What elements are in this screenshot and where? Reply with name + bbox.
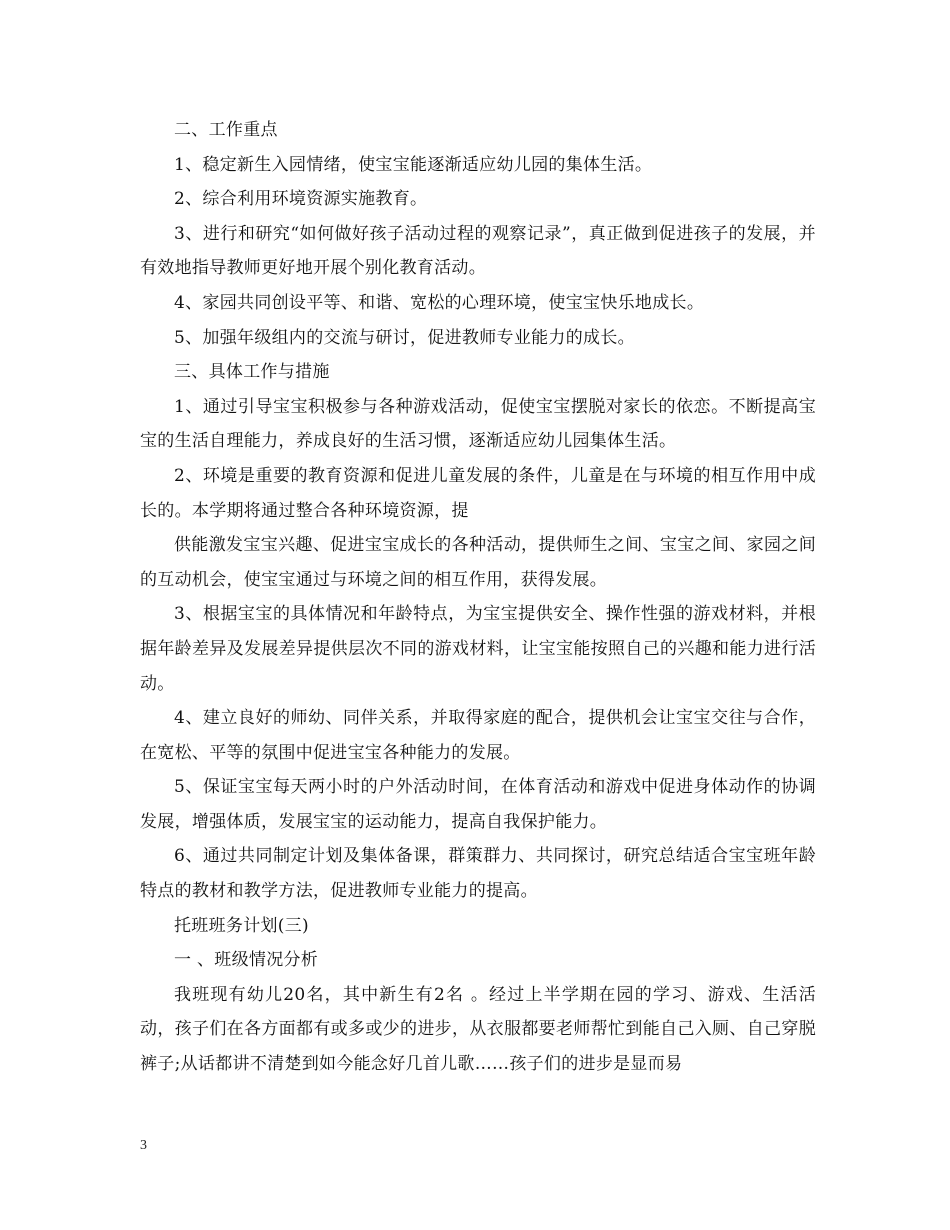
document-body	[140, 113, 816, 1082]
paragraph: 1、稳定新生入园情绪，使宝宝能逐渐适应幼儿园的集体生活。	[174, 154, 653, 175]
paragraph: 5、保证宝宝每天两小时的户外活动时间，在体育活动和游戏中促进身体动作的协调发展，增强体质，发展宝宝的运动能力，提高自我保护能力。	[140, 777, 816, 832]
paragraph: 5、加强年级组内的交流与研讨，促进教师专业能力的成长。	[174, 327, 635, 348]
paragraph: 供能激发宝宝兴趣、促进宝宝成长的各种活动，提供师生之间、宝宝之间、家园之间的互动机会，使宝宝通过与环境之间的相互作用，获得发展。	[140, 535, 816, 590]
section-heading-class-analysis: 一 、班级情况分析	[174, 950, 319, 971]
paragraph: 4、建立良好的师幼、同伴关系，并取得家庭的配合，提供机会让宝宝交往与合作，在宽松、平等的氛围中促进宝宝各种能力的发展。	[140, 708, 816, 763]
plan-title: 托班班务计划(三)	[174, 915, 309, 936]
page-number: 3	[140, 1138, 147, 1153]
paragraph: 2、环境是重要的教育资源和促进儿童发展的条件，儿童是在与环境的相互作用中成长的。本学期将通过整合各种环境资源，提	[140, 465, 816, 521]
paragraph: 我班现有幼儿20名，其中新生有2名 。经过上半学期在园的学习、游戏、生活活动，孩子们在各方面都有或多或少的进步，从衣服都要老师帮忙到能自己入厕、自己穿脱裤子;从话都讲不清楚到如今能念好几首儿歌……孩子们的进步是显而易	[140, 984, 816, 1075]
paragraph: 3、进行和研究“如何做好孩子活动过程的观察记录”，真正做到促进孩子的发展，并有效地指导教师更好地开展个别化教育活动。	[140, 223, 816, 279]
paragraph: 6、通过共同制定计划及集体备课，群策群力、共同探讨，研究总结适合宝宝班年龄特点的教材和教学方法，促进教师专业能力的提高。	[140, 846, 816, 902]
paragraph: 4、家园共同创设平等、和谐、宽松的心理环境，使宝宝快乐地成长。	[174, 292, 705, 313]
paragraph: 1、通过引导宝宝积极参与各种游戏活动，促使宝宝摆脱对家长的依恋。不断提高宝宝的生活自理能力，养成良好的生活习惯，逐渐适应幼儿园集体生活。	[140, 396, 816, 452]
paragraph: 3、根据宝宝的具体情况和年龄特点，为宝宝提供安全、操作性强的游戏材料，并根据年龄差异及发展差异提供层次不同的游戏材料，让宝宝能按照自己的兴趣和能力进行活动。	[140, 604, 816, 694]
section-heading-work-focus: 二、工作重点	[174, 120, 278, 140]
paragraph: 2、综合利用环境资源实施教育。	[174, 189, 428, 210]
section-heading-measures: 三、具体工作与措施	[174, 362, 330, 383]
